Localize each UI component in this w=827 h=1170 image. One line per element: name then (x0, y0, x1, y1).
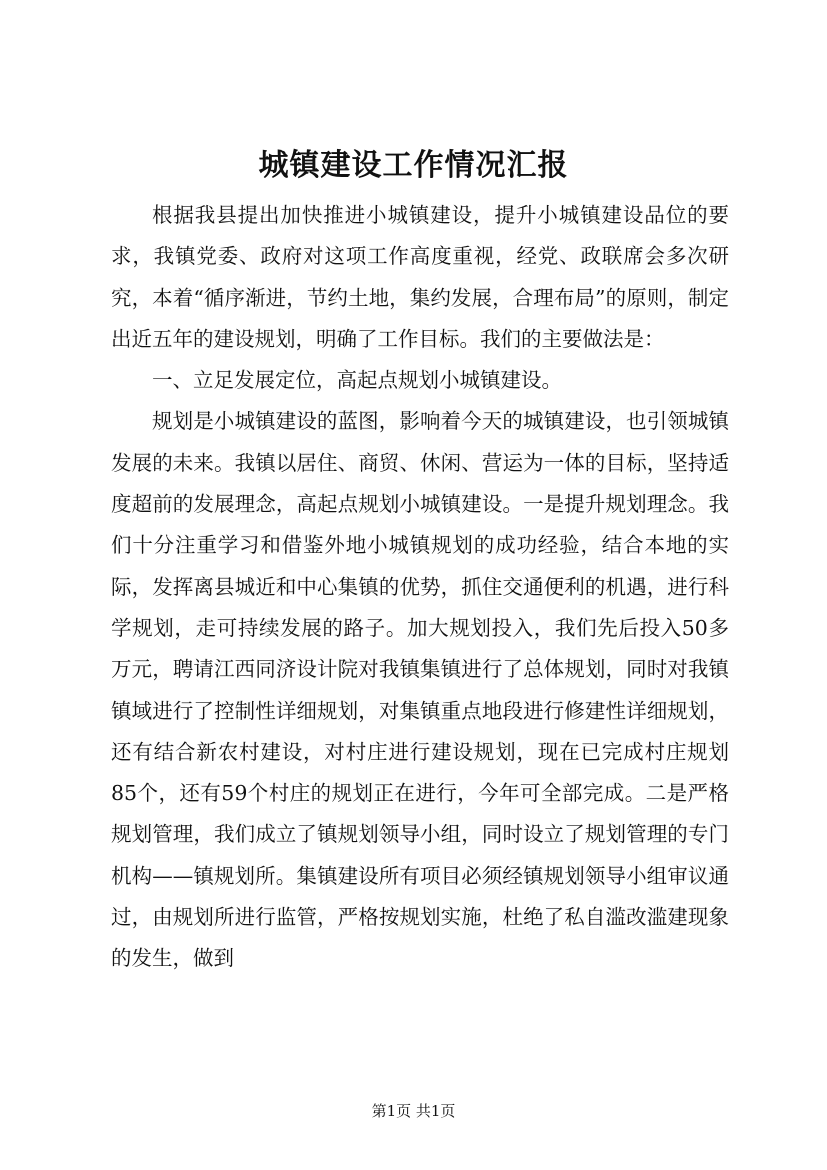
document-body (111, 195, 729, 980)
document-title: 城镇建设工作情况汇报 (258, 148, 569, 183)
section-heading-1: 一、立足发展定位，高起点规划小城镇建设。 (152, 368, 562, 393)
paragraph-intro: 根据我县提出加快推进小城镇建设，提升小城镇建设品位的要求，我镇党委、政府对这项工作高度重视，经党、政联席会多次研究，本着“循序渐进，节约土地，集约发展，合理布局”的原则，制定出近五年的建设规划，明确了工作目标。我们的主要做法是： (111, 203, 729, 351)
paragraph-planning: 规划是小城镇建设的蓝图，影响着今天的城镇建设，也引领城镇发展的未来。我镇以居住、商贸、休闲、营运为一体的目标，坚持适度超前的发展理念，高起点规划小城镇建设。一是提升规划理念。我们十分注重学习和借鉴外地小城镇规划的成功经验，结合本地的实际，发挥离县城近和中心集镇的优势，抓住交通便利的机遇，进行科学规划，走可持续发展的路子。加大规划投入，我们先后投入50多万元，聘请江西同济设计院对我镇集镇进行了总体规划，同时对我镇镇域进行了控制性详细规划，对集镇重点地段进行修建性详细规划，还有结合新农村建设，对村庄进行建设规划，现在已完成村庄规划85个，还有59个村庄的规划正在进行，今年可全部完成。二是严格规划管理，我们成立了镇规划领导小组，同时设立了规划管理的专门机构——镇规划所。集镇建设所有项目必须经镇规划领导小组审议通过，由规划所进行监管，严格按规划实施，杜绝了私自滥改滥建现象的发生，做到 (111, 409, 729, 971)
page-footer: 第1页 共1页 (371, 1102, 456, 1120)
